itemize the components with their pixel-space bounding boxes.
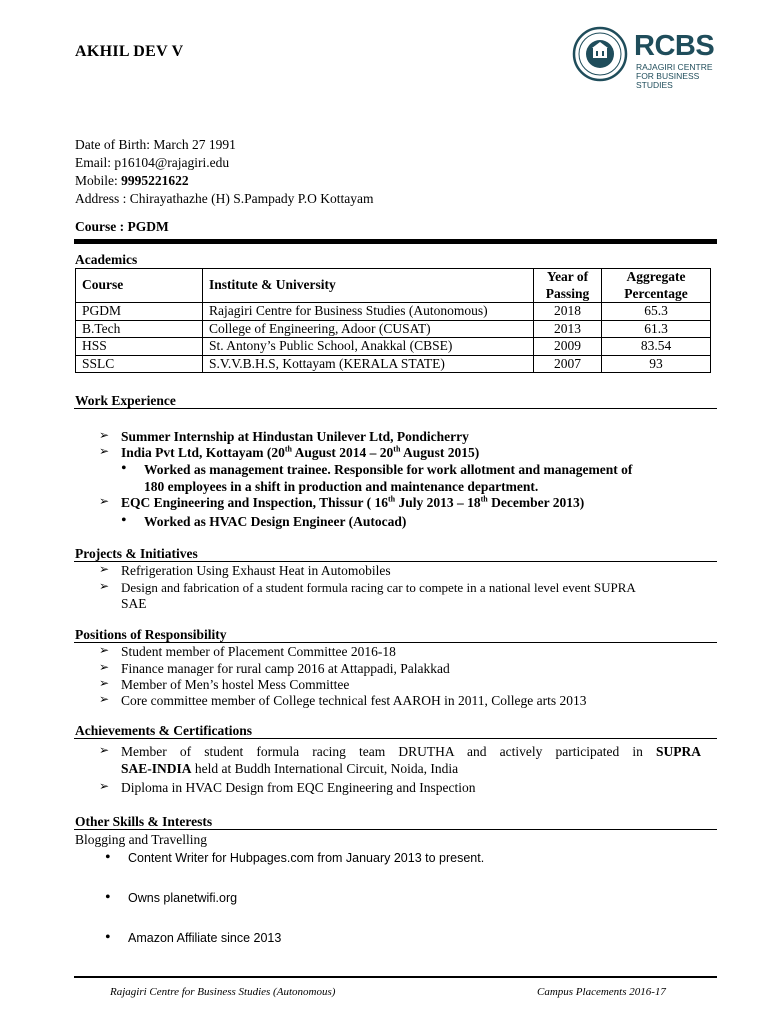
- position-item: Student member of Placement Committee 2016-18: [121, 644, 396, 659]
- cell: 2018: [534, 303, 602, 321]
- table-header-row: [76, 269, 711, 303]
- arrow-bullet-icon: ➢: [99, 676, 110, 690]
- rcbs-logo: [572, 26, 722, 90]
- work-item-2-text: India Pvt Ltd, Kottayam (20: [121, 445, 285, 460]
- position-item: Core committee member of College technical fest AAROH in 2011, College arts 2013: [121, 693, 587, 708]
- cell: B.Tech: [76, 320, 203, 338]
- achievement-1-bold: SAE-INDIA: [121, 761, 192, 776]
- rajagiri-seal-icon: [572, 26, 628, 82]
- position-item: Finance manager for rural camp 2016 at Attappadi, Palakkad: [121, 661, 450, 676]
- cell: 61.3: [602, 320, 711, 338]
- work-sub-1-line1: Worked as management trainee. Responsible for work allotment and management of: [144, 462, 633, 477]
- work-sub-2: Worked as HVAC Design Engineer (Autocad): [144, 514, 407, 529]
- bullet-dot-icon: •: [105, 889, 111, 906]
- cell: College of Engineering, Adoor (CUSAT): [203, 320, 534, 338]
- col-institute: Institute & University: [203, 269, 534, 303]
- bullet-dot-icon: •: [121, 512, 127, 529]
- cell: Rajagiri Centre for Business Studies (Autonomous): [203, 303, 534, 321]
- arrow-bullet-icon: ➢: [99, 692, 110, 706]
- skills-title: Other Skills & Interests: [75, 814, 213, 829]
- work-title: Work Experience: [75, 393, 176, 408]
- cell: 2009: [534, 338, 602, 356]
- sup: th: [387, 494, 396, 504]
- col-course: Course: [76, 269, 203, 303]
- achievements-title: Achievements & Certifications: [75, 723, 252, 738]
- arrow-bullet-icon: ➢: [99, 660, 110, 674]
- table-row: [76, 303, 711, 321]
- arrow-bullet-icon: ➢: [99, 562, 110, 576]
- cell: 93: [602, 355, 711, 373]
- position-item: Member of Men’s hostel Mess Committee: [121, 677, 350, 692]
- cell: S.V.V.B.H.S, Kottayam (KERALA STATE): [203, 355, 534, 373]
- positions-title: Positions of Responsibility: [75, 627, 227, 642]
- cell: 65.3: [602, 303, 711, 321]
- footer-divider: [74, 976, 717, 978]
- work-item-1: Summer Internship at Hindustan Unilever Ltd, Pondicherry: [121, 429, 469, 444]
- sup: th: [393, 444, 401, 454]
- achievement-1-line2: [121, 760, 458, 777]
- arrow-bullet-icon: ➢: [99, 444, 110, 458]
- cell: HSS: [76, 338, 203, 356]
- table-row: [76, 355, 711, 373]
- footer-right: Campus Placements 2016-17: [537, 986, 666, 998]
- achievement-1-bold: SUPRA: [655, 744, 701, 759]
- mobile-label: Mobile:: [75, 173, 122, 188]
- work-sub-1-line2: 180 employees in a shift in production and maintenance department.: [144, 479, 539, 494]
- logo-text: RCBS: [634, 30, 715, 62]
- project-item-2-line1: Design and fabrication of a student formula racing car to compete in a national level event SUPRA: [121, 580, 636, 595]
- arrow-bullet-icon: ➢: [99, 743, 110, 757]
- col-percentage: Aggregate Percentage: [602, 269, 711, 303]
- work-item-3-text: July 2013 – 18: [395, 495, 481, 510]
- cell: PGDM: [76, 303, 203, 321]
- achievements-divider: [74, 738, 717, 739]
- arrow-bullet-icon: ➢: [99, 779, 110, 793]
- bullet-dot-icon: •: [105, 849, 111, 866]
- skill-item: Content Writer for Hubpages.com from January 2013 to present.: [128, 851, 485, 865]
- address: Address : Chirayathazhe (H) S.Pampady P.O Kottayam: [75, 191, 374, 206]
- skills-divider: [74, 829, 717, 830]
- email: Email: p16104@rajagiri.edu: [75, 155, 230, 170]
- sup: th: [284, 444, 293, 454]
- cell: 83.54: [602, 338, 711, 356]
- skills-intro: Blogging and Travelling: [75, 832, 208, 847]
- contact-block: [75, 136, 373, 208]
- project-item-2-line2: SAE: [121, 596, 147, 611]
- logo-subtitle: RAJAGIRI CENTRE FOR BUSINESS STUDIES: [636, 62, 713, 90]
- course: Course : PGDM: [75, 219, 169, 234]
- bullet-dot-icon: •: [121, 460, 127, 477]
- work-item-3-text: December 2013): [487, 495, 585, 510]
- mobile-value: 9995221622: [121, 173, 189, 188]
- achievement-1-text: Member of student formula racing team DRUTHA and actively participated in: [121, 744, 643, 759]
- mobile: [75, 172, 373, 190]
- arrow-bullet-icon: ➢: [99, 579, 110, 593]
- achievement-1-text: held at Buddh International Circuit, Noida, India: [191, 761, 459, 776]
- thick-divider: [74, 239, 717, 244]
- arrow-bullet-icon: ➢: [99, 428, 110, 442]
- projects-title: Projects & Initiatives: [75, 546, 198, 561]
- skill-item: Owns planetwifi.org: [128, 891, 238, 905]
- arrow-bullet-icon: ➢: [99, 494, 110, 508]
- work-item-2-text: August 2014 – 20: [292, 445, 394, 460]
- arrow-bullet-icon: ➢: [99, 643, 110, 657]
- table-row: [76, 338, 711, 356]
- academics-title: Academics: [75, 252, 138, 267]
- work-item-2: [121, 444, 479, 461]
- footer-left: Rajagiri Centre for Business Studies (Autonomous): [110, 986, 336, 998]
- cell: 2013: [534, 320, 602, 338]
- dob: Date of Birth: March 27 1991: [75, 137, 236, 152]
- achievement-2: Diploma in HVAC Design from EQC Engineering and Inspection: [121, 780, 476, 795]
- work-item-3: [121, 494, 584, 511]
- cell: 2007: [534, 355, 602, 373]
- col-year: Year of Passing: [534, 269, 602, 303]
- academics-table: [75, 268, 711, 373]
- table-row: [76, 320, 711, 338]
- candidate-name: AKHIL DEV V: [75, 43, 184, 60]
- achievement-1-line1: [121, 743, 701, 760]
- work-divider: [74, 408, 717, 409]
- work-item-3-text: EQC Engineering and Inspection, Thissur ( 16: [121, 495, 388, 510]
- sup: th: [480, 494, 488, 504]
- cell: St. Antony’s Public School, Anakkal (CBSE): [203, 338, 534, 356]
- bullet-dot-icon: •: [105, 929, 111, 946]
- skill-item: Amazon Affiliate since 2013: [128, 931, 282, 945]
- cell: SSLC: [76, 355, 203, 373]
- work-item-2-text: August 2015): [400, 445, 480, 460]
- project-item-1: Refrigeration Using Exhaust Heat in Automobiles: [121, 563, 391, 578]
